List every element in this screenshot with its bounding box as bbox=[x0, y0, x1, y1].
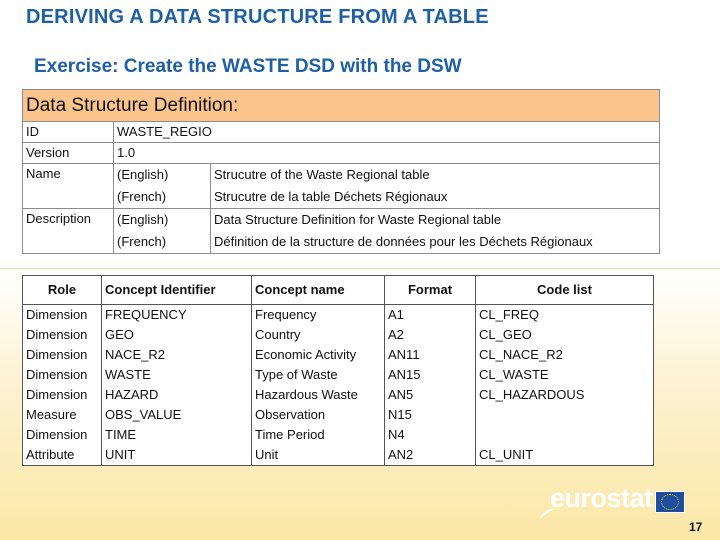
dsd-desc-en-lang: (English) bbox=[117, 212, 169, 227]
cell-concept-name: Economic Activity bbox=[252, 345, 385, 365]
cell-code-list: CL_UNIT bbox=[476, 445, 654, 466]
cell-concept-name: Hazardous Waste bbox=[252, 385, 385, 405]
dsd-name-langs bbox=[114, 164, 211, 209]
dsd-header: Data Structure Definition: bbox=[23, 90, 660, 122]
cell-format: N4 bbox=[385, 425, 476, 445]
cell-code-list bbox=[476, 425, 654, 445]
cell-concept-identifier: OBS_VALUE bbox=[102, 405, 252, 425]
concepts-header-row bbox=[23, 276, 654, 305]
cell-role: Dimension bbox=[23, 365, 102, 385]
divider bbox=[0, 268, 720, 269]
dsd-id-value: WASTE_REGIO bbox=[114, 122, 660, 143]
cell-format: A2 bbox=[385, 325, 476, 345]
dsd-desc-fr-value: Définition de la structure de données pour les Déchets Régionaux bbox=[214, 234, 593, 249]
dsd-name-fr-lang: (French) bbox=[117, 189, 167, 204]
cell-role: Dimension bbox=[23, 345, 102, 365]
cell-concept-identifier: HAZARD bbox=[102, 385, 252, 405]
cell-format: AN5 bbox=[385, 385, 476, 405]
dsd-table bbox=[22, 89, 660, 254]
dsd-version-label: Version bbox=[23, 143, 114, 164]
cell-concept-name: Observation bbox=[252, 405, 385, 425]
slide-subtitle: Exercise: Create the WASTE DSD with the DSW bbox=[34, 56, 462, 77]
table-row bbox=[23, 345, 654, 365]
cell-code-list: CL_WASTE bbox=[476, 365, 654, 385]
dsd-desc-fr-lang: (French) bbox=[117, 234, 167, 249]
table-row bbox=[23, 405, 654, 425]
cell-code-list bbox=[476, 405, 654, 425]
cell-format: A1 bbox=[385, 305, 476, 326]
cell-code-list: CL_FREQ bbox=[476, 305, 654, 326]
cell-concept-identifier: UNIT bbox=[102, 445, 252, 466]
dsd-header-row bbox=[23, 90, 660, 122]
col-header-concept-name: Concept name bbox=[252, 276, 385, 305]
cell-role: Dimension bbox=[23, 425, 102, 445]
table-row bbox=[23, 325, 654, 345]
cell-role: Attribute bbox=[23, 445, 102, 466]
cell-concept-identifier: GEO bbox=[102, 325, 252, 345]
table-row bbox=[23, 445, 654, 466]
cell-concept-name: Time Period bbox=[252, 425, 385, 445]
col-header-format: Format bbox=[385, 276, 476, 305]
cell-role: Dimension bbox=[23, 325, 102, 345]
dsd-name-en-lang: (English) bbox=[117, 167, 169, 182]
table-row bbox=[23, 385, 654, 405]
dsd-row-id bbox=[23, 122, 660, 143]
dsd-desc-label: Description bbox=[23, 209, 114, 254]
cell-concept-name: Frequency bbox=[252, 305, 385, 326]
cell-concept-identifier: FREQUENCY bbox=[102, 305, 252, 326]
col-header-role: Role bbox=[23, 276, 102, 305]
cell-concept-name: Type of Waste bbox=[252, 365, 385, 385]
cell-code-list: CL_NACE_R2 bbox=[476, 345, 654, 365]
table-row bbox=[23, 365, 654, 385]
cell-role: Dimension bbox=[23, 305, 102, 326]
dsd-name-en-value: Strucutre of the Waste Regional table bbox=[214, 167, 430, 182]
cell-concept-identifier: TIME bbox=[102, 425, 252, 445]
cell-concept-identifier: WASTE bbox=[102, 365, 252, 385]
eu-flag-icon bbox=[655, 491, 685, 513]
cell-format: N15 bbox=[385, 405, 476, 425]
cell-format: AN15 bbox=[385, 365, 476, 385]
slide-title: DERIVING A DATA STRUCTURE FROM A TABLE bbox=[26, 6, 489, 28]
cell-concept-name: Country bbox=[252, 325, 385, 345]
dsd-name-values bbox=[211, 164, 660, 209]
dsd-desc-langs bbox=[114, 209, 211, 254]
cell-role: Measure bbox=[23, 405, 102, 425]
eurostat-logo bbox=[540, 483, 690, 519]
cell-code-list: CL_HAZARDOUS bbox=[476, 385, 654, 405]
cell-role: Dimension bbox=[23, 385, 102, 405]
concepts-table bbox=[22, 275, 654, 466]
dsd-desc-en-value: Data Structure Definition for Waste Regional table bbox=[214, 212, 502, 227]
dsd-row-name bbox=[23, 164, 660, 209]
cell-code-list: CL_GEO bbox=[476, 325, 654, 345]
table-row bbox=[23, 305, 654, 326]
cell-format: AN2 bbox=[385, 445, 476, 466]
dsd-name-fr-value: Strucutre de la table Déchets Régionaux bbox=[214, 189, 448, 204]
dsd-version-value: 1.0 bbox=[114, 143, 660, 164]
col-header-concept-identifier: Concept Identifier bbox=[102, 276, 252, 305]
cell-concept-identifier: NACE_R2 bbox=[102, 345, 252, 365]
dsd-desc-values bbox=[211, 209, 660, 254]
page-number: 17 bbox=[689, 520, 703, 534]
dsd-row-version bbox=[23, 143, 660, 164]
table-row bbox=[23, 425, 654, 445]
cell-concept-name: Unit bbox=[252, 445, 385, 466]
dsd-row-description bbox=[23, 209, 660, 254]
dsd-id-label: ID bbox=[23, 122, 114, 143]
dsd-name-label: Name bbox=[23, 164, 114, 209]
cell-format: AN11 bbox=[385, 345, 476, 365]
eurostat-wordmark: eurostat bbox=[550, 483, 653, 513]
col-header-code-list: Code list bbox=[476, 276, 654, 305]
